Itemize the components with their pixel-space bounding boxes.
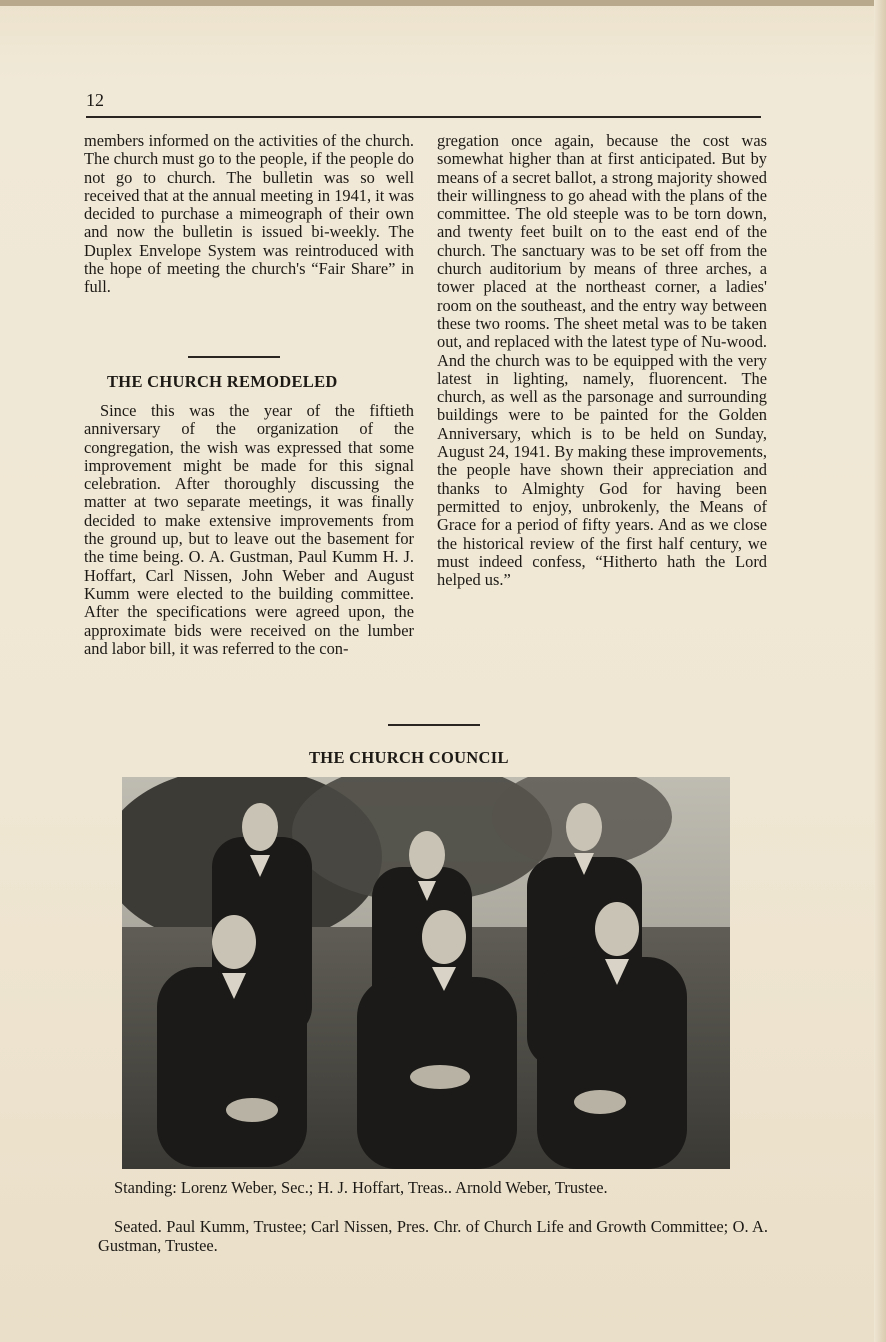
page-right-edge xyxy=(874,0,886,1342)
left-column xyxy=(84,132,414,297)
right-column-paragraph: gregation once again, because the cost was somewhat higher than at first anticipated. But by means of a secret ballot, a strong majority showed their willingness to go ahead with the plans of the committee. The old steeple was to be torn down, and twenty feet built on to the east end of the church. The sanctuary was to be set off from the church auditorium by means of three arches, a tower placed at the northeast corner, a ladies' room on the southeast, and the entry way between these two rooms. The sheet metal was to be taken out, and replaced with the latest type of Nu-wood. And the church was to be equipped with the very latest in lighting, namely, fluorencent. The church, as well as the parsonage and surrounding buildings were to be painted for the Golden Anniversary, which is to be held on Sunday, August 24, 1941. By making these improvements, the people have shown their appreciation and thanks to Almighty God for having been permitted to enjoy, unbrokenly, the Means of Grace for a period of fifty years. And as we close the historical review of the first half century, we must indeed confess, “Hitherto hath the Lord helped us.” xyxy=(437,131,767,590)
page-number: 12 xyxy=(86,90,104,110)
caption-seated-text: Seated. Paul Kumm, Trustee; Carl Nissen, Pres. Chr. of Church Life and Growth Committee; O. A. Gustman, Trustee. xyxy=(98,1217,768,1255)
remodeled-paragraph: Since this was the year of the fiftieth anniversary of the organization of the congregation, the wish was expressed that some improvement might be made for this signal celebration. After thoroughly discussing the matter at two separate meetings, it was finally decided to make extensive improvements from the ground up, but to leave out the basement for the time being. O. A. Gustman, Paul Kumm H. J. Hoffart, Carl Nissen, John Weber and August Kumm were elected to the building committee. After the specifications were agreed upon, the approximate bids were received on the lumber and labor bill, it was referred to the con- xyxy=(84,401,414,658)
caption-standing-text: Standing: Lorenz Weber, Sec.; H. J. Hoffart, Treas.. Arnold Weber, Trustee. xyxy=(114,1178,608,1197)
section-heading-remodeled: THE CHURCH REMODELED xyxy=(107,372,338,391)
header-rule xyxy=(86,116,761,118)
church-council-photo xyxy=(122,777,730,1169)
photo-caption-seated xyxy=(98,1217,768,1255)
photo-divider xyxy=(388,724,480,726)
section-divider xyxy=(188,356,280,358)
continuation-paragraph: members informed on the activities of the church. The church must go to the people, if the people do not go to church. The bulletin was so well received that at the annual meeting in 1941, it was decided to purchase a mimeograph of their own and now the bulletin is issued bi-weekly. The Duplex Envelope System was reintroduced with the hope of meeting the church's “Fair Share” in full. xyxy=(84,131,414,297)
left-column-section xyxy=(84,402,414,658)
photo-image xyxy=(122,777,730,1169)
page-top-edge xyxy=(0,0,886,6)
photo-heading: THE CHURCH COUNCIL xyxy=(309,748,509,767)
right-column xyxy=(437,132,767,589)
photo-caption-standing xyxy=(98,1178,768,1197)
